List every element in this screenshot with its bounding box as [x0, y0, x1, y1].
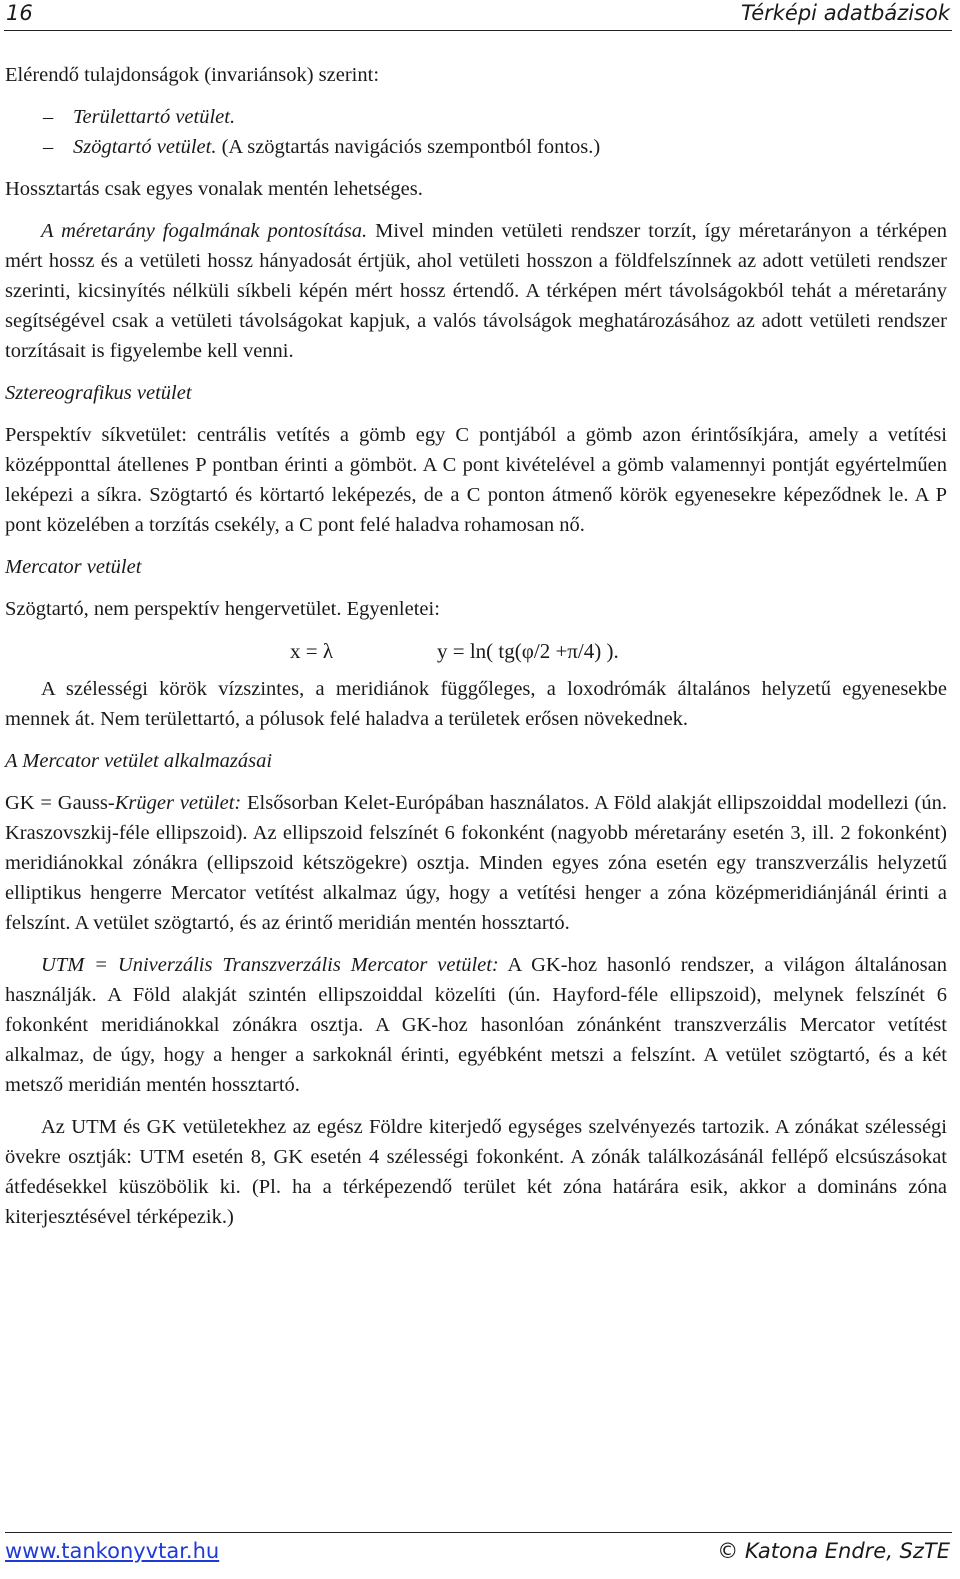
- equation-x: x = λ: [290, 639, 334, 663]
- gk-term: Krüger vetület:: [114, 792, 242, 814]
- mercator-equations: [5, 636, 947, 670]
- page-body: [5, 60, 947, 1232]
- list-item-term: Szögtartó vetület.: [73, 136, 217, 158]
- website-link[interactable]: www.tankonyvtar.hu: [5, 1539, 220, 1563]
- invariant-list: [5, 102, 947, 162]
- intro-text: Elérendő tulajdonságok (invariánsok) szerint:: [5, 64, 380, 86]
- dash-marker: –: [43, 106, 54, 128]
- distance-note: Hossztartás csak egyes vonalak mentén lehetséges.: [5, 178, 423, 200]
- dash-marker: –: [43, 136, 54, 158]
- page-number: 16: [6, 1, 33, 25]
- utm-paragraph: [5, 950, 947, 1100]
- gk-body: Elsősorban Kelet-Európában használatos. A Föld alakját ellipszoiddal modellezi (ún. Kraszovszkij-féle ellipszoid). Az ellipszoid felszínét 6 fokonként (nagyobb méretarány esetén 3, ill. 2 fokonként) meridiánokkal zónákra (ellipszoid kétszögekre) osztja. Minden egyes zóna esetén egy transzverzális helyzetű elliptikus hengerre Mercator vetítést alkalmaz úgy, hogy a vetítési henger a zóna középmeridiánjánál érinti a felszínt. A vetület szögtartó, és az érintő meridián mentén hossztartó.: [5, 792, 947, 934]
- list-item: [5, 102, 947, 132]
- applications-heading: A Mercator vetület alkalmazásai: [5, 750, 273, 772]
- equation-y: y = ln( tg(φ/2 +π/4) ).: [437, 639, 619, 663]
- mercator-body: A szélességi körök vízszintes, a meridiánok függőleges, a loxodrómák általános helyzetű egyenesekbe mennek át. Nem területtartó, a pólusok felé haladva a területek erősen növekednek.: [5, 678, 947, 730]
- list-item-term: Területtartó vetület.: [73, 106, 236, 128]
- scale-paragraph: [5, 216, 947, 366]
- closing-paragraph: Az UTM és GK vetületekhez az egész Földre kiterjedő egységes szelvényezés tartozik. A zónákat szélességi övekre osztják: UTM esetén 8, GK esetén 4 szélességi fokonként. A zónák találkozásánál fellépő elcsúszásokat átfedésekkel küszöbölik ki. (Pl. ha a térképezendő terület két zóna határára esik, akkor a domináns zóna kiterjesztésével térképezik.): [5, 1116, 947, 1228]
- mercator-heading: Mercator vetület: [5, 556, 142, 578]
- list-item: [5, 132, 947, 162]
- gk-paragraph: GK = Gauss-Krüger vetület: Elsősorban Kelet-Európában használatos. A Föld alakját ellipszoiddal modellezi (ún. Kraszovszkij-féle ellipszoid). Az ellipszoid felszínét 6 fokonként (nagyobb méretarány esetén 3, ill. 2 fokonként) meridiánokkal zónákra (ellipszoid kétszögekre) osztja. Minden egyes zóna esetén egy transzverzális helyzetű elliptikus hengerre Mercator vetítést alkalmaz úgy, hogy a vetítési henger a zóna középmeridiánjánál érinti a felszínt. A vetület szögtartó, és az érintő meridián mentén hossztartó.: [5, 792, 947, 934]
- stereographic-heading: Sztereografikus vetület: [5, 382, 192, 404]
- page-header: [4, 0, 952, 31]
- utm-term: UTM = Univerzális Transzverzális Mercator vetület:: [41, 954, 499, 976]
- running-title: Térképi adatbázisok: [740, 1, 950, 25]
- scale-heading: A méretarány fogalmának pontosítása.: [41, 220, 368, 242]
- stereographic-body: Perspektív síkvetület: centrális vetítés a gömb egy C pontjából a gömb azon érintősíkjára, amely a vetítési középponttal átellenes P pontban érinti a gömböt. A C pont kivételével a gömb valamennyi pontját egyértelműen leképezi a síkra. Szögtartó és körtartó leképezés, de a C ponton átmenő körök egyenesekre képeződnek le. A P pont közelében a torzítás csekély, a C pont felé haladva rohamosan nő.: [5, 424, 947, 536]
- copyright-notice: © Katona Endre, SzTE: [717, 1539, 950, 1563]
- mercator-intro: Szögtartó, nem perspektív hengervetület. Egyenletei:: [5, 598, 440, 620]
- list-item-note: (A szögtartás navigációs szempontból fontos.): [216, 136, 601, 158]
- utm-body: A GK-hoz hasonló rendszer, a világon általánosan használják. A Föld alakját szintén ellipszoiddal közelíti (ún. Hayford-féle ellipszoid), melynek felszínét 6 fokonként meridiánokkal zónákra osztja. A GK-hoz hasonlóan zónánként transzverzális Mercator vetítést alkalmaz, de úgy, hogy a henger a sarkoknál érinti, egyébként metszi a felszínt. A vetület szögtartó, és a két metsző meridián mentén hossztartó.: [5, 954, 947, 1096]
- scale-body: Mivel minden vetületi rendszer torzít, így méretarányon a térképen mért hossz és a vetületi hossz hányadosát értjük, ahol vetületi hosszon a földfelszínnek az adott vetületi rendszer szerinti, kicsinyítés nélküli síkbeli képén mért hossz értendő. A térképen mért távolságokból tehát a méretarány segítségével csak a vetületi távolságokat kapjuk, a valós távolságok meghatározásához az adott vetületi rendszer torzításait is figyelembe kell venni.: [5, 220, 947, 362]
- page-footer: [5, 1532, 952, 1569]
